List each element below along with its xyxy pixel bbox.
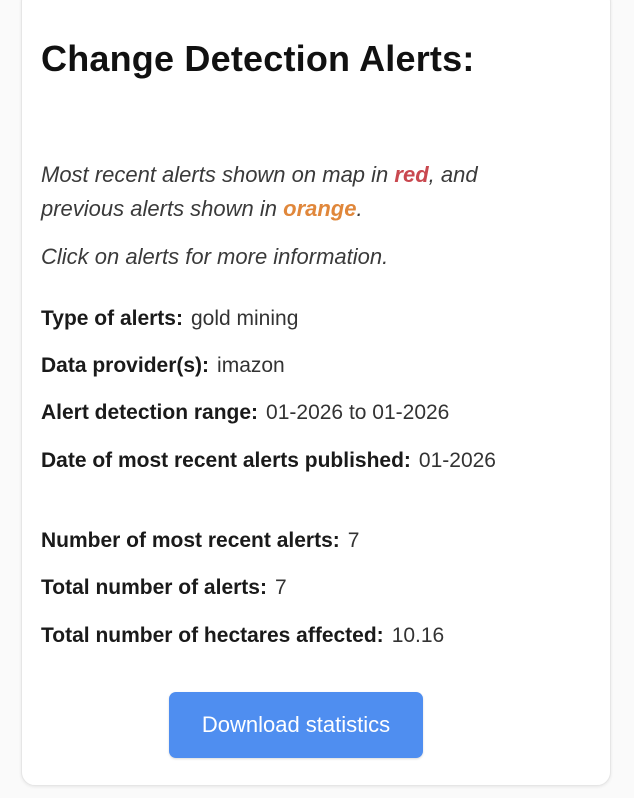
- stat-label: Alert detection range:: [41, 401, 259, 424]
- stat-label: Data provider(s):: [41, 354, 210, 377]
- stat-label: Date of most recent alerts published:: [41, 449, 411, 472]
- legend-text-part3: .: [356, 196, 363, 221]
- stat-most-recent-count: [41, 524, 521, 557]
- stat-most-recent-date: [41, 444, 521, 477]
- stat-label: Total number of alerts:: [41, 576, 267, 599]
- stat-detection-range: [41, 396, 521, 429]
- alerts-hint: Click on alerts for more information.: [41, 244, 389, 269]
- download-statistics-button[interactable]: Download statistics: [169, 692, 423, 758]
- legend-text-part1: Most recent alerts shown on map in: [41, 162, 395, 187]
- stat-total-alerts: [41, 571, 521, 604]
- stat-type-of-alerts: [41, 302, 521, 335]
- stat-value: 01-2026 to 01-2026: [266, 401, 450, 424]
- stat-label: Total number of hectares affected:: [41, 624, 384, 647]
- legend-orange-word: orange: [283, 196, 357, 221]
- stat-value: 10.16: [391, 624, 445, 647]
- stat-label: Type of alerts:: [41, 307, 183, 330]
- stat-value: 01-2026: [418, 449, 496, 472]
- stat-value: gold mining: [190, 307, 299, 330]
- stat-label: Number of most recent alerts:: [41, 529, 340, 552]
- panel-title: Change Detection Alerts:: [41, 38, 475, 79]
- stat-data-providers: [41, 349, 521, 382]
- legend-red-word: red: [394, 162, 429, 187]
- stat-value: imazon: [217, 354, 285, 377]
- alerts-panel: [21, 0, 611, 786]
- stat-hectares-affected: [41, 619, 521, 652]
- stat-value: 7: [274, 576, 287, 599]
- legend-text-part2: , and previous alerts shown in: [41, 162, 478, 221]
- stat-value: 7: [347, 529, 360, 552]
- legend-description: [41, 158, 541, 226]
